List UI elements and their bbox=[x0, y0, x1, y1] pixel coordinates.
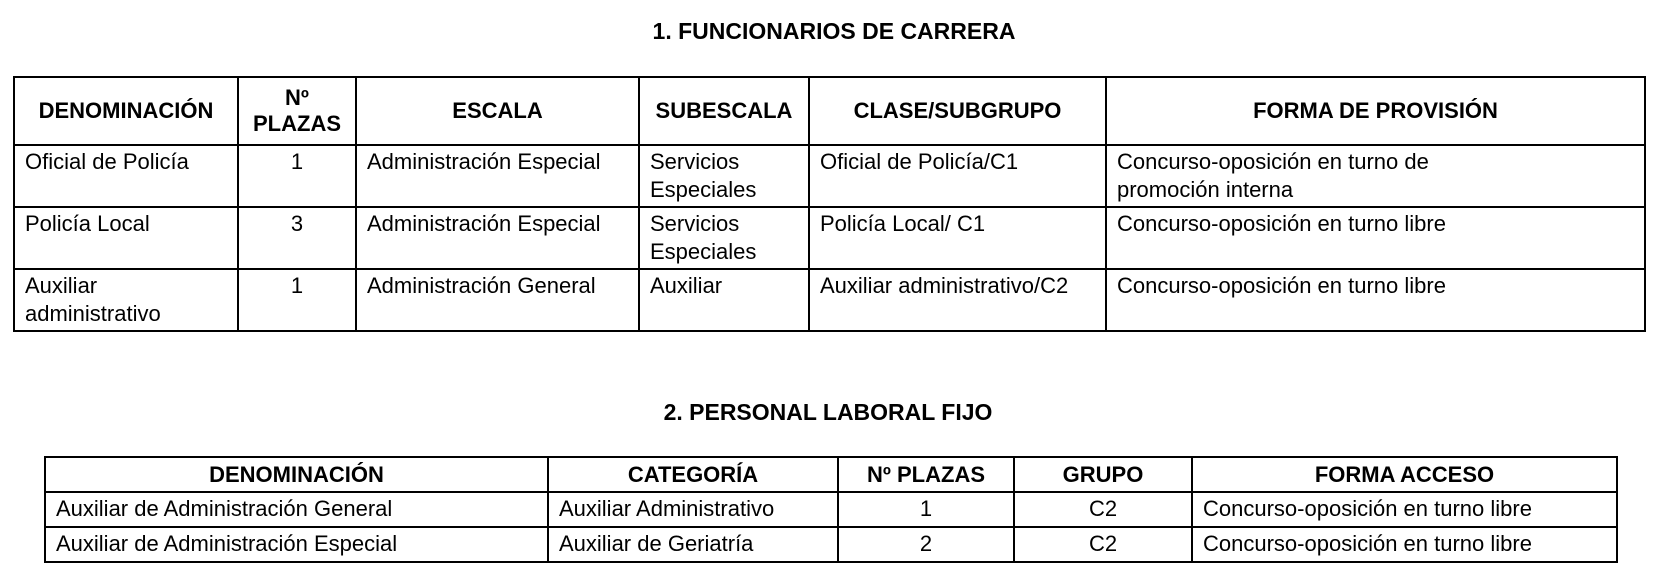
cell-denominacion bbox=[14, 145, 238, 207]
col-header-denominacion: DENOMINACIÓN bbox=[14, 77, 238, 145]
cell-denominacion: Auxiliar de Administración Especial bbox=[45, 527, 548, 562]
cell-clase: Oficial de Policía/C1 bbox=[809, 145, 1106, 207]
cell-text: Auxiliar bbox=[25, 273, 98, 298]
cell-text: Especiales bbox=[650, 239, 757, 264]
cell-plazas: 2 bbox=[838, 527, 1014, 562]
cell-forma bbox=[1106, 145, 1645, 207]
col-header-forma: FORMA DE PROVISIÓN bbox=[1106, 77, 1645, 145]
table-row bbox=[45, 527, 1617, 562]
cell-text: Servicios bbox=[650, 211, 740, 236]
col-header-forma-acceso: FORMA ACCESO bbox=[1192, 457, 1617, 492]
cell-escala: Administración Especial bbox=[356, 145, 639, 207]
cell-denominacion bbox=[14, 207, 238, 269]
laboral-table bbox=[44, 456, 1618, 563]
section1-title: 1. FUNCIONARIOS DE CARRERA bbox=[652, 18, 1016, 44]
cell-text: Oficial de Policía bbox=[25, 149, 189, 174]
cell-forma-acceso: Concurso-oposición en turno libre bbox=[1192, 492, 1617, 527]
funcionarios-table bbox=[13, 76, 1646, 332]
cell-grupo: C2 bbox=[1014, 527, 1192, 562]
cell-subescala bbox=[639, 207, 809, 269]
cell-plazas: 1 bbox=[238, 145, 356, 207]
cell-escala: Administración Especial bbox=[356, 207, 639, 269]
cell-subescala bbox=[639, 269, 809, 331]
col-header-denominacion: DENOMINACIÓN bbox=[45, 457, 548, 492]
cell-grupo: C2 bbox=[1014, 492, 1192, 527]
cell-categoria: Auxiliar Administrativo bbox=[548, 492, 838, 527]
col-header-plazas: Nº PLAZAS bbox=[838, 457, 1014, 492]
col-header-plazas-line2: PLAZAS bbox=[253, 111, 341, 136]
table-row bbox=[14, 207, 1645, 269]
cell-text: promoción interna bbox=[1117, 177, 1294, 202]
cell-text: Concurso-oposición en turno libre bbox=[1117, 211, 1446, 236]
col-header-categoria: CATEGORÍA bbox=[548, 457, 838, 492]
cell-subescala bbox=[639, 145, 809, 207]
table-row bbox=[14, 145, 1645, 207]
cell-text: administrativo bbox=[25, 301, 161, 326]
cell-plazas: 1 bbox=[838, 492, 1014, 527]
cell-categoria: Auxiliar de Geriatría bbox=[548, 527, 838, 562]
cell-plazas: 3 bbox=[238, 207, 356, 269]
cell-plazas: 1 bbox=[238, 269, 356, 331]
col-header-subescala: SUBESCALA bbox=[639, 77, 809, 145]
col-header-plazas-line1: Nº bbox=[285, 85, 309, 110]
cell-denominacion bbox=[14, 269, 238, 331]
cell-escala: Administración General bbox=[356, 269, 639, 331]
cell-forma-acceso: Concurso-oposición en turno libre bbox=[1192, 527, 1617, 562]
cell-text: Concurso-oposición en turno de bbox=[1117, 149, 1429, 174]
cell-clase: Policía Local/ C1 bbox=[809, 207, 1106, 269]
cell-denominacion: Auxiliar de Administración General bbox=[45, 492, 548, 527]
cell-text: Servicios bbox=[650, 149, 740, 174]
cell-clase: Auxiliar administrativo/C2 bbox=[809, 269, 1106, 331]
table-row bbox=[14, 269, 1645, 331]
cell-text: Auxiliar bbox=[650, 273, 723, 298]
cell-text: Especiales bbox=[650, 177, 757, 202]
table-header-row bbox=[14, 77, 1645, 145]
table-row bbox=[45, 492, 1617, 527]
cell-text: Policía Local bbox=[25, 211, 150, 236]
col-header-grupo: GRUPO bbox=[1014, 457, 1192, 492]
col-header-escala: ESCALA bbox=[356, 77, 639, 145]
table-header-row bbox=[45, 457, 1617, 492]
col-header-clase: CLASE/SUBGRUPO bbox=[809, 77, 1106, 145]
cell-forma bbox=[1106, 207, 1645, 269]
cell-forma bbox=[1106, 269, 1645, 331]
cell-text: Concurso-oposición en turno libre bbox=[1117, 273, 1446, 298]
col-header-plazas bbox=[238, 77, 356, 145]
section2-title: 2. PERSONAL LABORAL FIJO bbox=[663, 399, 993, 425]
